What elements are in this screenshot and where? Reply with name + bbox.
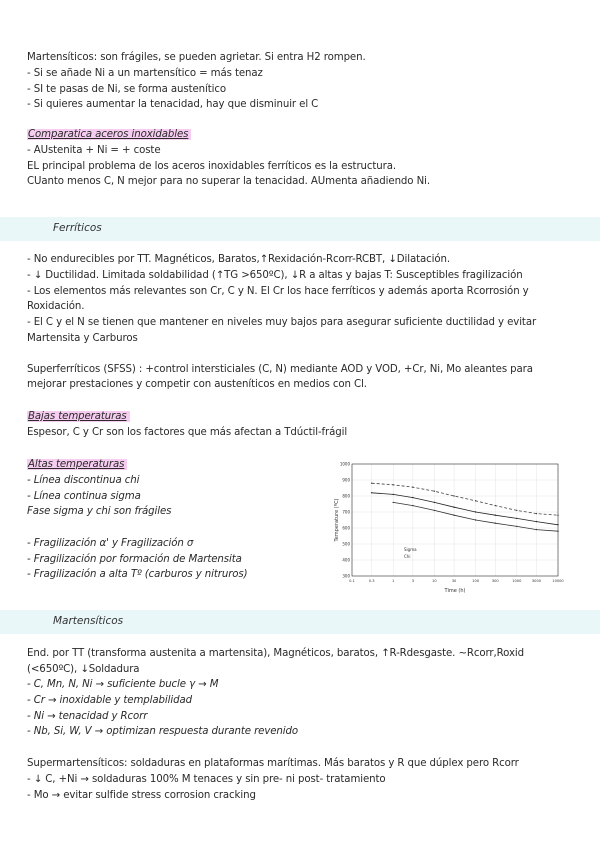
martensiticos-line: - C, Mn, N, Ni → suficiente bucle γ → M bbox=[27, 679, 219, 690]
section-band-ferriticos bbox=[0, 217, 600, 241]
x-tick-label: 0.3 bbox=[368, 579, 375, 583]
series-point bbox=[536, 513, 537, 514]
series-point bbox=[453, 507, 454, 508]
series-point bbox=[475, 519, 476, 520]
series-point bbox=[371, 492, 372, 493]
series-point bbox=[475, 511, 476, 512]
x-tick-label: 1000 bbox=[512, 579, 522, 583]
x-tick-label: 3 bbox=[411, 579, 415, 583]
intro-line: Martensíticos: son frágiles, se pueden agrietar. Si entra H2 rompen. bbox=[27, 52, 366, 63]
martensiticos-line: (<650ºC), ↓Soldadura bbox=[27, 664, 140, 675]
x-tick-label: 10 bbox=[432, 579, 437, 583]
series-point bbox=[516, 510, 517, 511]
x-axis-label: Time (h) bbox=[444, 588, 466, 594]
y-tick-label: 300 bbox=[342, 573, 350, 579]
martensiticos-line: - Cr → inoxidable y templabilidad bbox=[27, 695, 192, 706]
series-point bbox=[393, 484, 394, 485]
ferriticos-line: mejorar prestaciones y competir con austeníticos en medios con Cl. bbox=[27, 379, 367, 390]
intro-line: - Si se añade Ni a un martensítico = más tenaz bbox=[27, 68, 263, 79]
series-line-2 bbox=[372, 483, 558, 515]
series-point bbox=[412, 505, 413, 506]
altas-line: - Fragilización por formación de Martensita bbox=[27, 554, 242, 565]
bajas-heading: Bajas temperaturas bbox=[27, 411, 130, 422]
label-sigma: Sigma bbox=[404, 547, 417, 552]
series-point bbox=[412, 487, 413, 488]
altas-heading: Altas temperaturas bbox=[27, 459, 127, 470]
y-tick-label: 700 bbox=[342, 509, 350, 515]
x-tick-label: 0.1 bbox=[349, 579, 355, 583]
series-point bbox=[434, 502, 435, 503]
martensiticos-line: End. por TT (transforma austenita a martensita), Magnéticos, baratos, ↑R-Rdesgaste. ~Rcorr,Roxid bbox=[27, 648, 525, 659]
bajas-heading-row bbox=[27, 409, 130, 425]
section-title-martensiticos: Martensíticos bbox=[53, 615, 124, 627]
y-tick-label: 500 bbox=[342, 541, 350, 547]
ttt-diagram bbox=[330, 458, 566, 598]
intro-line: - SI te pasas de Ni, se forma austenítico bbox=[27, 84, 226, 95]
chart-ticks bbox=[340, 462, 565, 584]
altas-line: - Fragilización α' y Fragilización σ bbox=[27, 538, 194, 549]
martensiticos-line: Supermartensíticos: soldaduras en plataformas marítimas. Más baratos y R que dúplex pero Rcorr bbox=[27, 758, 519, 769]
series-point bbox=[393, 494, 394, 495]
series-point bbox=[453, 495, 454, 496]
label-chi: Chi bbox=[404, 554, 411, 559]
series-line-1 bbox=[372, 493, 558, 525]
bajas-line: Espesor, C y Cr son los factores que más afectan a Tdúctil-frágil bbox=[27, 427, 348, 438]
x-tick-label: 1 bbox=[392, 579, 395, 583]
y-tick-label: 1000 bbox=[339, 461, 350, 467]
series-point bbox=[536, 529, 537, 530]
ferriticos-line: Martensita y Carburos bbox=[27, 333, 138, 344]
comparativa-line: CUanto menos C, N mejor para no superar la tenacidad. AUmenta añadiendo Ni. bbox=[27, 176, 430, 187]
ferriticos-line: - El C y el N se tienen que mantener en niveles muy bajos para asegurar suficiente ductilidad y evitar bbox=[27, 317, 537, 328]
series-point bbox=[516, 526, 517, 527]
comparativa-heading: Comparatica aceros inoxidables bbox=[27, 129, 191, 140]
series-point bbox=[495, 515, 496, 516]
x-tick-label: 3000 bbox=[531, 579, 542, 583]
y-axis-label: Temperature (ºC) bbox=[334, 498, 340, 542]
series-point bbox=[434, 510, 435, 511]
altas-heading-row bbox=[27, 457, 127, 473]
series-point bbox=[371, 483, 372, 484]
martensiticos-line: - Mo → evitar sulfide stress corrosion cracking bbox=[27, 790, 256, 801]
x-tick-label: 10000 bbox=[552, 579, 564, 583]
altas-line: Fase sigma y chi son frágiles bbox=[27, 506, 172, 517]
series-point bbox=[536, 521, 537, 522]
x-tick-label: 300 bbox=[491, 579, 499, 583]
series-point bbox=[475, 500, 476, 501]
martensiticos-line: - Ni → tenacidad y Rcorr bbox=[27, 711, 148, 722]
martensiticos-line: - ↓ C, +Ni → soldaduras 100% M tenaces y sin pre- ni post- tratamiento bbox=[27, 774, 386, 785]
comparativa-line: EL principal problema de los aceros inoxidables ferríticos es la estructura. bbox=[27, 161, 397, 172]
y-tick-label: 800 bbox=[342, 493, 350, 499]
series-point bbox=[434, 491, 435, 492]
comparativa-line: - AUstenita + Ni = + coste bbox=[27, 145, 161, 156]
altas-line: - Línea discontinua chi bbox=[27, 475, 140, 486]
y-tick-label: 600 bbox=[342, 525, 350, 531]
ferriticos-line: Roxidación. bbox=[27, 301, 85, 312]
altas-line: - Fragilización a alta Tº (carburos y nitruros) bbox=[27, 569, 248, 580]
comparativa-heading-row bbox=[27, 127, 191, 143]
ferriticos-line: - No endurecibles por TT. Magnéticos, Baratos,↑Rexidación-Rcorr-RCBT, ↓Dilatación. bbox=[27, 254, 450, 265]
series-point bbox=[516, 518, 517, 519]
altas-line: - Línea continua sigma bbox=[27, 491, 141, 502]
y-tick-label: 900 bbox=[342, 477, 350, 483]
ferriticos-line: Superferríticos (SFSS) : +control intersticiales (C, N) mediante AOD y VOD, +Cr, Ni, Mo aleantes para bbox=[27, 364, 533, 375]
section-title-ferriticos: Ferríticos bbox=[53, 222, 102, 234]
series-point bbox=[453, 515, 454, 516]
series-point bbox=[393, 502, 394, 503]
ferriticos-line: - Los elementos más relevantes son Cr, C y N. El Cr los hace ferríticos y además aporta Rcorrosión y bbox=[27, 286, 529, 297]
y-tick-label: 400 bbox=[342, 557, 350, 563]
chart-curves bbox=[371, 483, 559, 532]
series-point bbox=[495, 523, 496, 524]
ttt-chart-svg bbox=[330, 458, 566, 598]
martensiticos-line: - Nb, Si, W, V → optimizan respuesta durante revenido bbox=[27, 726, 299, 737]
intro-line: - Si quieres aumentar la tenacidad, hay que disminuir el C bbox=[27, 99, 319, 110]
x-tick-label: 30 bbox=[451, 579, 457, 583]
series-point bbox=[495, 505, 496, 506]
series-point bbox=[412, 497, 413, 498]
ferriticos-line: - ↓ Ductilidad. Limitada soldabilidad (↑TG >650ºC), ↓R a altas y bajas T: Susceptibles fragilización bbox=[27, 270, 523, 281]
section-band-martensiticos bbox=[0, 610, 600, 634]
x-tick-label: 100 bbox=[472, 579, 480, 583]
